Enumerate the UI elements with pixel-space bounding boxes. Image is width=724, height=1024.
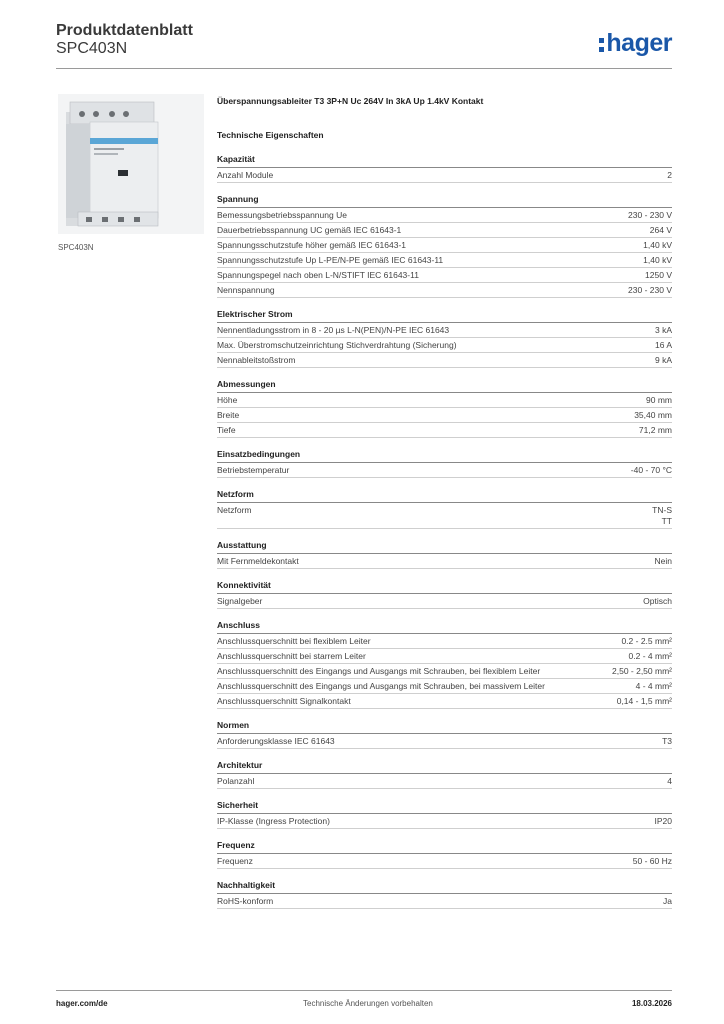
property-section xyxy=(217,580,672,609)
property-value: 2,50 - 2,50 mm² xyxy=(612,666,672,676)
property-section xyxy=(217,449,672,478)
property-row xyxy=(217,634,672,649)
property-row xyxy=(217,338,672,353)
property-row xyxy=(217,894,672,909)
property-section xyxy=(217,620,672,709)
property-sections xyxy=(217,154,672,909)
property-label: Spannungsschutzstufe Up L-PE/N-PE gemäß IEC 61643-11 xyxy=(217,255,444,265)
section-title: Elektrischer Strom xyxy=(217,309,672,323)
property-value: -40 - 70 °C xyxy=(630,465,672,475)
property-row xyxy=(217,664,672,679)
property-value: 2 xyxy=(667,170,672,180)
property-label: Breite xyxy=(217,410,240,420)
property-section xyxy=(217,489,672,529)
section-title: Normen xyxy=(217,720,672,734)
property-section xyxy=(217,194,672,298)
property-row xyxy=(217,423,672,438)
property-label: Anzahl Module xyxy=(217,170,274,180)
property-row xyxy=(217,774,672,789)
property-section xyxy=(217,760,672,789)
property-value: 264 V xyxy=(649,225,672,235)
property-value: 1,40 kV xyxy=(643,255,672,265)
datasheet-content xyxy=(217,96,672,920)
property-value: 4 - 4 mm² xyxy=(635,681,672,691)
property-row xyxy=(217,679,672,694)
property-value: 50 - 60 Hz xyxy=(632,856,672,866)
hager-logo xyxy=(599,28,672,58)
property-label: Spannungspegel nach oben L-N/STIFT IEC 61643-11 xyxy=(217,270,419,280)
property-label: Tiefe xyxy=(217,425,236,435)
section-title: Spannung xyxy=(217,194,672,208)
property-section xyxy=(217,840,672,869)
property-value: 1250 V xyxy=(645,270,672,280)
property-value: 230 - 230 V xyxy=(628,210,672,220)
property-label: Spannungsschutzstufe höher gemäß IEC 61643-1 xyxy=(217,240,407,250)
section-title: Frequenz xyxy=(217,840,672,854)
property-label: Anschlussquerschnitt bei flexiblem Leiter xyxy=(217,636,371,646)
page-title: Produktdatenblatt xyxy=(56,22,193,39)
property-row xyxy=(217,353,672,368)
property-section xyxy=(217,880,672,909)
property-row xyxy=(217,503,672,529)
property-row xyxy=(217,463,672,478)
property-value: 0.2 - 4 mm² xyxy=(628,651,672,661)
image-caption: SPC403N xyxy=(58,243,94,252)
section-title: Nachhaltigkeit xyxy=(217,880,672,894)
properties-title: Technische Eigenschaften xyxy=(217,130,324,140)
property-label: Anschlussquerschnitt bei starrem Leiter xyxy=(217,651,366,661)
property-value: TN-S TT xyxy=(652,505,672,526)
section-title: Konnektivität xyxy=(217,580,672,594)
property-value: IP20 xyxy=(654,816,672,826)
property-label: Mit Fernmeldekontakt xyxy=(217,556,299,566)
section-title: Kapazität xyxy=(217,154,672,168)
property-value: 230 - 230 V xyxy=(628,285,672,295)
property-value: 0.2 - 2.5 mm² xyxy=(621,636,672,646)
property-row xyxy=(217,408,672,423)
property-row xyxy=(217,168,672,183)
section-title: Einsatzbedingungen xyxy=(217,449,672,463)
footer-note: Technische Änderungen vorbehalten xyxy=(303,999,433,1008)
property-label: Nennspannung xyxy=(217,285,275,295)
property-row xyxy=(217,208,672,223)
section-title: Sicherheit xyxy=(217,800,672,814)
property-row xyxy=(217,268,672,283)
property-section xyxy=(217,379,672,438)
property-row xyxy=(217,223,672,238)
property-section xyxy=(217,154,672,183)
property-row xyxy=(217,283,672,298)
section-title: Ausstattung xyxy=(217,540,672,554)
property-row xyxy=(217,554,672,569)
product-image xyxy=(58,94,204,234)
property-value: Optisch xyxy=(643,596,672,606)
property-value: 4 xyxy=(667,776,672,786)
property-row xyxy=(217,393,672,408)
logo-text: hager xyxy=(606,28,672,57)
property-value: 0,14 - 1,5 mm² xyxy=(616,696,672,706)
footer-date: 18.03.2026 xyxy=(631,999,672,1008)
property-label: Anschlussquerschnitt des Eingangs und Ausgangs mit Schrauben, bei massivem Leiter xyxy=(217,681,545,691)
property-row xyxy=(217,253,672,268)
property-section xyxy=(217,540,672,569)
property-value: 9 kA xyxy=(654,355,672,365)
property-label: Anforderungsklasse IEC 61643 xyxy=(217,736,335,746)
property-row xyxy=(217,594,672,609)
property-row xyxy=(217,814,672,829)
property-label: Höhe xyxy=(217,395,238,405)
property-label: IP-Klasse (Ingress Protection) xyxy=(217,816,330,826)
property-label: Nennableitstoßstrom xyxy=(217,355,296,365)
property-row xyxy=(217,694,672,709)
property-row xyxy=(217,649,672,664)
property-label: Betriebstemperatur xyxy=(217,465,290,475)
footer-website[interactable]: hager.com/de xyxy=(56,999,108,1008)
property-value: 16 A xyxy=(654,340,672,350)
property-row xyxy=(217,238,672,253)
property-label: Netzform xyxy=(217,505,252,515)
property-label: Dauerbetriebsspannung UC gemäß IEC 61643-1 xyxy=(217,225,402,235)
section-title: Anschluss xyxy=(217,620,672,634)
property-label: Bemessungsbetriebsspannung Ue xyxy=(217,210,347,220)
property-row xyxy=(217,323,672,338)
property-row xyxy=(217,734,672,749)
footer-divider xyxy=(56,990,672,991)
section-title: Architektur xyxy=(217,760,672,774)
property-section xyxy=(217,720,672,749)
property-label: Anschlussquerschnitt des Eingangs und Ausgangs mit Schrauben, bei flexiblem Leiter xyxy=(217,666,541,676)
product-description: Überspannungsableiter T3 3P+N Uc 264V In 3kA Up 1.4kV Kontakt xyxy=(217,96,484,106)
property-label: Signalgeber xyxy=(217,596,263,606)
property-section xyxy=(217,800,672,829)
property-value: 35,40 mm xyxy=(634,410,672,420)
property-label: Frequenz xyxy=(217,856,253,866)
property-label: Anschlussquerschnitt Signalkontakt xyxy=(217,696,351,706)
property-section xyxy=(217,309,672,368)
property-label: RoHS-konform xyxy=(217,896,274,906)
property-label: Nennentladungsstrom in 8 - 20 µs L-N(PEN)/N-PE IEC 61643 xyxy=(217,325,450,335)
product-code: SPC403N xyxy=(56,40,128,57)
section-title: Netzform xyxy=(217,489,672,503)
header-divider xyxy=(56,68,672,69)
property-value: 1,40 kV xyxy=(643,240,672,250)
property-value: Ja xyxy=(663,896,672,906)
property-value: 3 kA xyxy=(654,325,672,335)
property-label: Polanzahl xyxy=(217,776,255,786)
property-row xyxy=(217,854,672,869)
property-value: 71,2 mm xyxy=(638,425,672,435)
section-title: Abmessungen xyxy=(217,379,672,393)
property-value: 90 mm xyxy=(646,395,672,405)
property-label: Max. Überstromschutzeinrichtung Stichverdrahtung (Sicherung) xyxy=(217,340,457,350)
property-value: Nein xyxy=(654,556,672,566)
property-value: T3 xyxy=(662,736,672,746)
